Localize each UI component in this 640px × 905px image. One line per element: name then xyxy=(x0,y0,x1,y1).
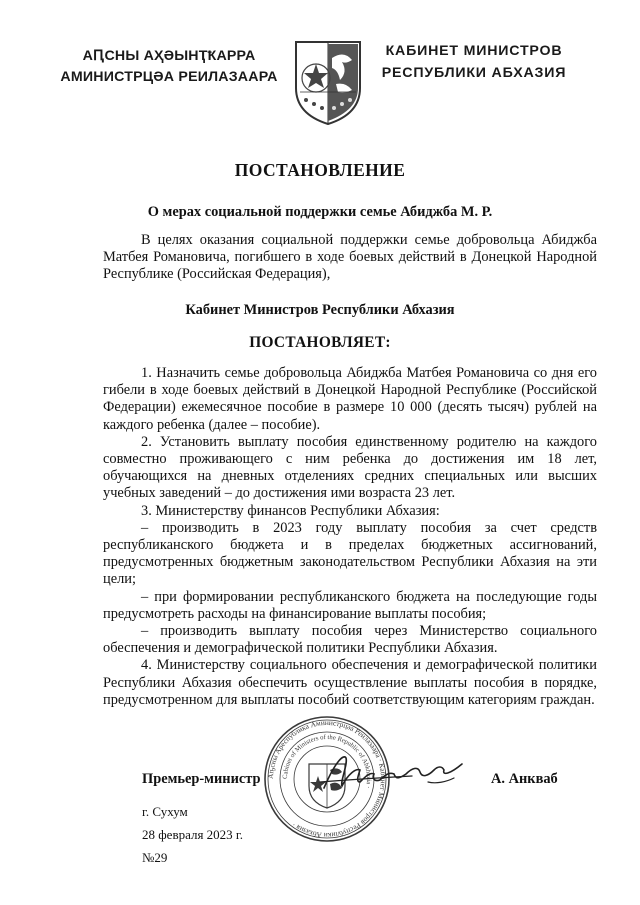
seal-inner-text: Cabinet of Ministers of the Republic of Abkhazia · xyxy=(281,733,373,789)
resolves-heading: ПОСТАНОВЛЯЕТ: xyxy=(249,334,391,351)
paragraph-3-item-3: – производить выплату пособия через Министерство социального обеспечения и демографической политики Республики Абхазия. xyxy=(103,623,597,657)
header-right-line-2: РЕСПУБЛИКИ АБХАЗИЯ xyxy=(381,65,567,81)
seal-outer-text: Аҧсны Ареспублика Аминистрцәа Реилазаара · Кабинет Министров Республики Абхазия · xyxy=(265,717,389,841)
preamble-block xyxy=(103,232,597,284)
preamble-text: В целях оказания социальной поддержки семье добровольца Абиджба Матбея Романовича, погибшего в ходе боевых действий в Донецкой Народной Республике (Российская Федерация), xyxy=(103,232,597,283)
header-right-line-1: КАБИНЕТ МИНИСТРОВ xyxy=(385,43,563,59)
decree-body xyxy=(103,365,597,709)
place-of-issue: г. Сухум xyxy=(142,804,188,819)
paragraph-2: 2. Установить выплату пособия единственному родителю на каждого совместно проживающего с ним ребенка до достижения им 18 лет, обучающихся на дневных отделениях средних специальных или высших учебных заведений – до достижения ими возраста 23 лет. xyxy=(103,433,597,502)
header-russian-title xyxy=(374,40,574,84)
document-title: ПОСТАНОВЛЕНИЕ xyxy=(234,160,406,180)
signatory-role: Премьер-министр xyxy=(142,771,261,787)
signatory-name: А. Анкваб xyxy=(491,771,558,787)
document-subtitle: О мерах социальной поддержки семье Абиджба М. Р. xyxy=(147,204,493,220)
paragraph-3-item-2: – при формировании республиканского бюджета на последующие годы предусмотреть расходы на финансирование выплаты пособия; xyxy=(103,588,597,622)
header-left-line-1: АԤСНЫ АҲӘЫНҬҞАРРА xyxy=(82,48,256,64)
header-left-line-2: АМИНИСТРЦӘА РЕИЛАЗААРА xyxy=(60,69,278,85)
issuer-line: Кабинет Министров Республики Абхазия xyxy=(185,302,455,318)
paragraph-3: 3. Министерству финансов Республики Абхазия: xyxy=(141,502,440,519)
coat-of-arms-emblem xyxy=(292,38,364,126)
document-number: №29 xyxy=(142,850,168,865)
paragraph-1: 1. Назначить семье добровольца Абиджба Матбея Романовича со дня его гибели в ходе боевых действий в Донецкой Народной Республике (Российской Федерации) ежемесячное пособие в размере 10 000 (десять тысяч) рублей на каждого ребенка (далее – пособие). xyxy=(103,365,597,433)
paragraph-4: 4. Министерству социального обеспечения и демографической политики Республики Абхазия обеспечить осуществление выплаты пособия в порядке, предусмотренном для выплаты пособий соответствующим категориям граждан. xyxy=(103,657,597,708)
header-abkhaz-title xyxy=(58,46,280,88)
date-of-issue: 28 февраля 2023 г. xyxy=(142,827,244,842)
paragraph-3-item-1: – производить в 2023 году выплату пособия за счет средств республиканского бюджета и в пределах бюджетных ассигнований, предусмотренных бюджетным законодательством Республики Абхазия на эти цели; xyxy=(103,519,597,588)
handwritten-signature xyxy=(316,752,468,798)
